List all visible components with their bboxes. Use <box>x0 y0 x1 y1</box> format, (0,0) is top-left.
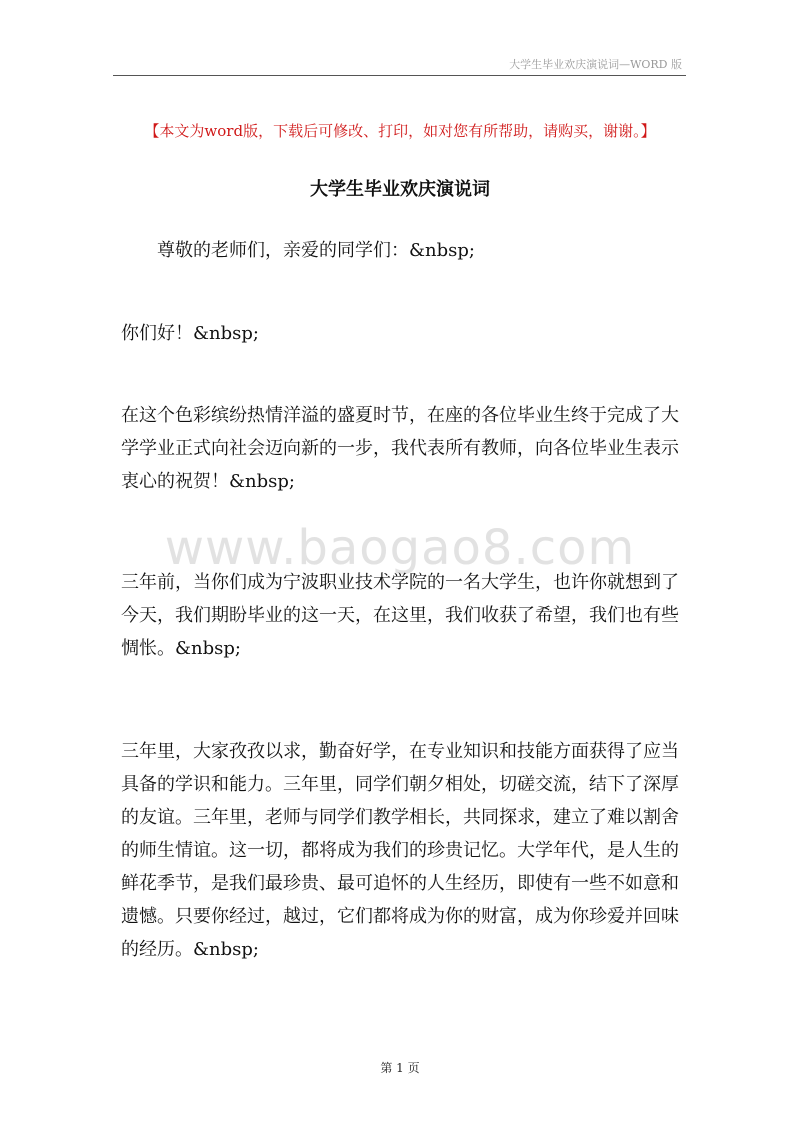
body-paragraph-1: 在这个色彩缤纷热情洋溢的盛夏时节，在座的各位毕业生终于完成了大学学业正式向社会迈向新的一步，我代表所有教师，向各位毕业生表示衷心的祝贺！&nbsp; <box>121 405 679 492</box>
greeting-paragraph: 你们好！&nbsp; <box>121 323 259 344</box>
page-number: 第 1 页 <box>380 1061 420 1075</box>
download-notice: 【本文为word版，下载后可修改、打印，如对您有所帮助，请购买，谢谢。】 <box>144 122 656 140</box>
page-header-title: 大学生毕业欢庆演说词—WORD 版 <box>509 58 682 71</box>
site-watermark: www.baogao8.com <box>164 520 636 576</box>
body-paragraph-2: 三年前，当你们成为宁波职业技术学院的一名大学生，也许你就想到了今天，我们期盼毕业的这一天，在这里，我们收获了希望，我们也有些惆怅。&nbsp; <box>121 572 679 659</box>
body-paragraph-3: 三年里，大家孜孜以求，勤奋好学，在专业知识和技能方面获得了应当具备的学识和能力。三年里，同学们朝夕相处，切磋交流，结下了深厚的友谊。三年里，老师与同学们教学相长，共同探求，建立了难以割舍的师生情谊。这一切，都将成为我们的珍贵记忆。大学年代，是人生的鲜花季节，是我们最珍贵、最可追怀的人生经历，即使有一些不如意和遗憾。只要你经过，越过，它们都将成为你的财富，成为你珍爱并回味的经历。&nbsp; <box>121 741 679 960</box>
header-divider <box>113 75 686 76</box>
document-title: 大学生毕业欢庆演说词 <box>310 179 490 200</box>
salutation-paragraph: 尊敬的老师们，亲爱的同学们：&nbsp; <box>157 240 475 261</box>
